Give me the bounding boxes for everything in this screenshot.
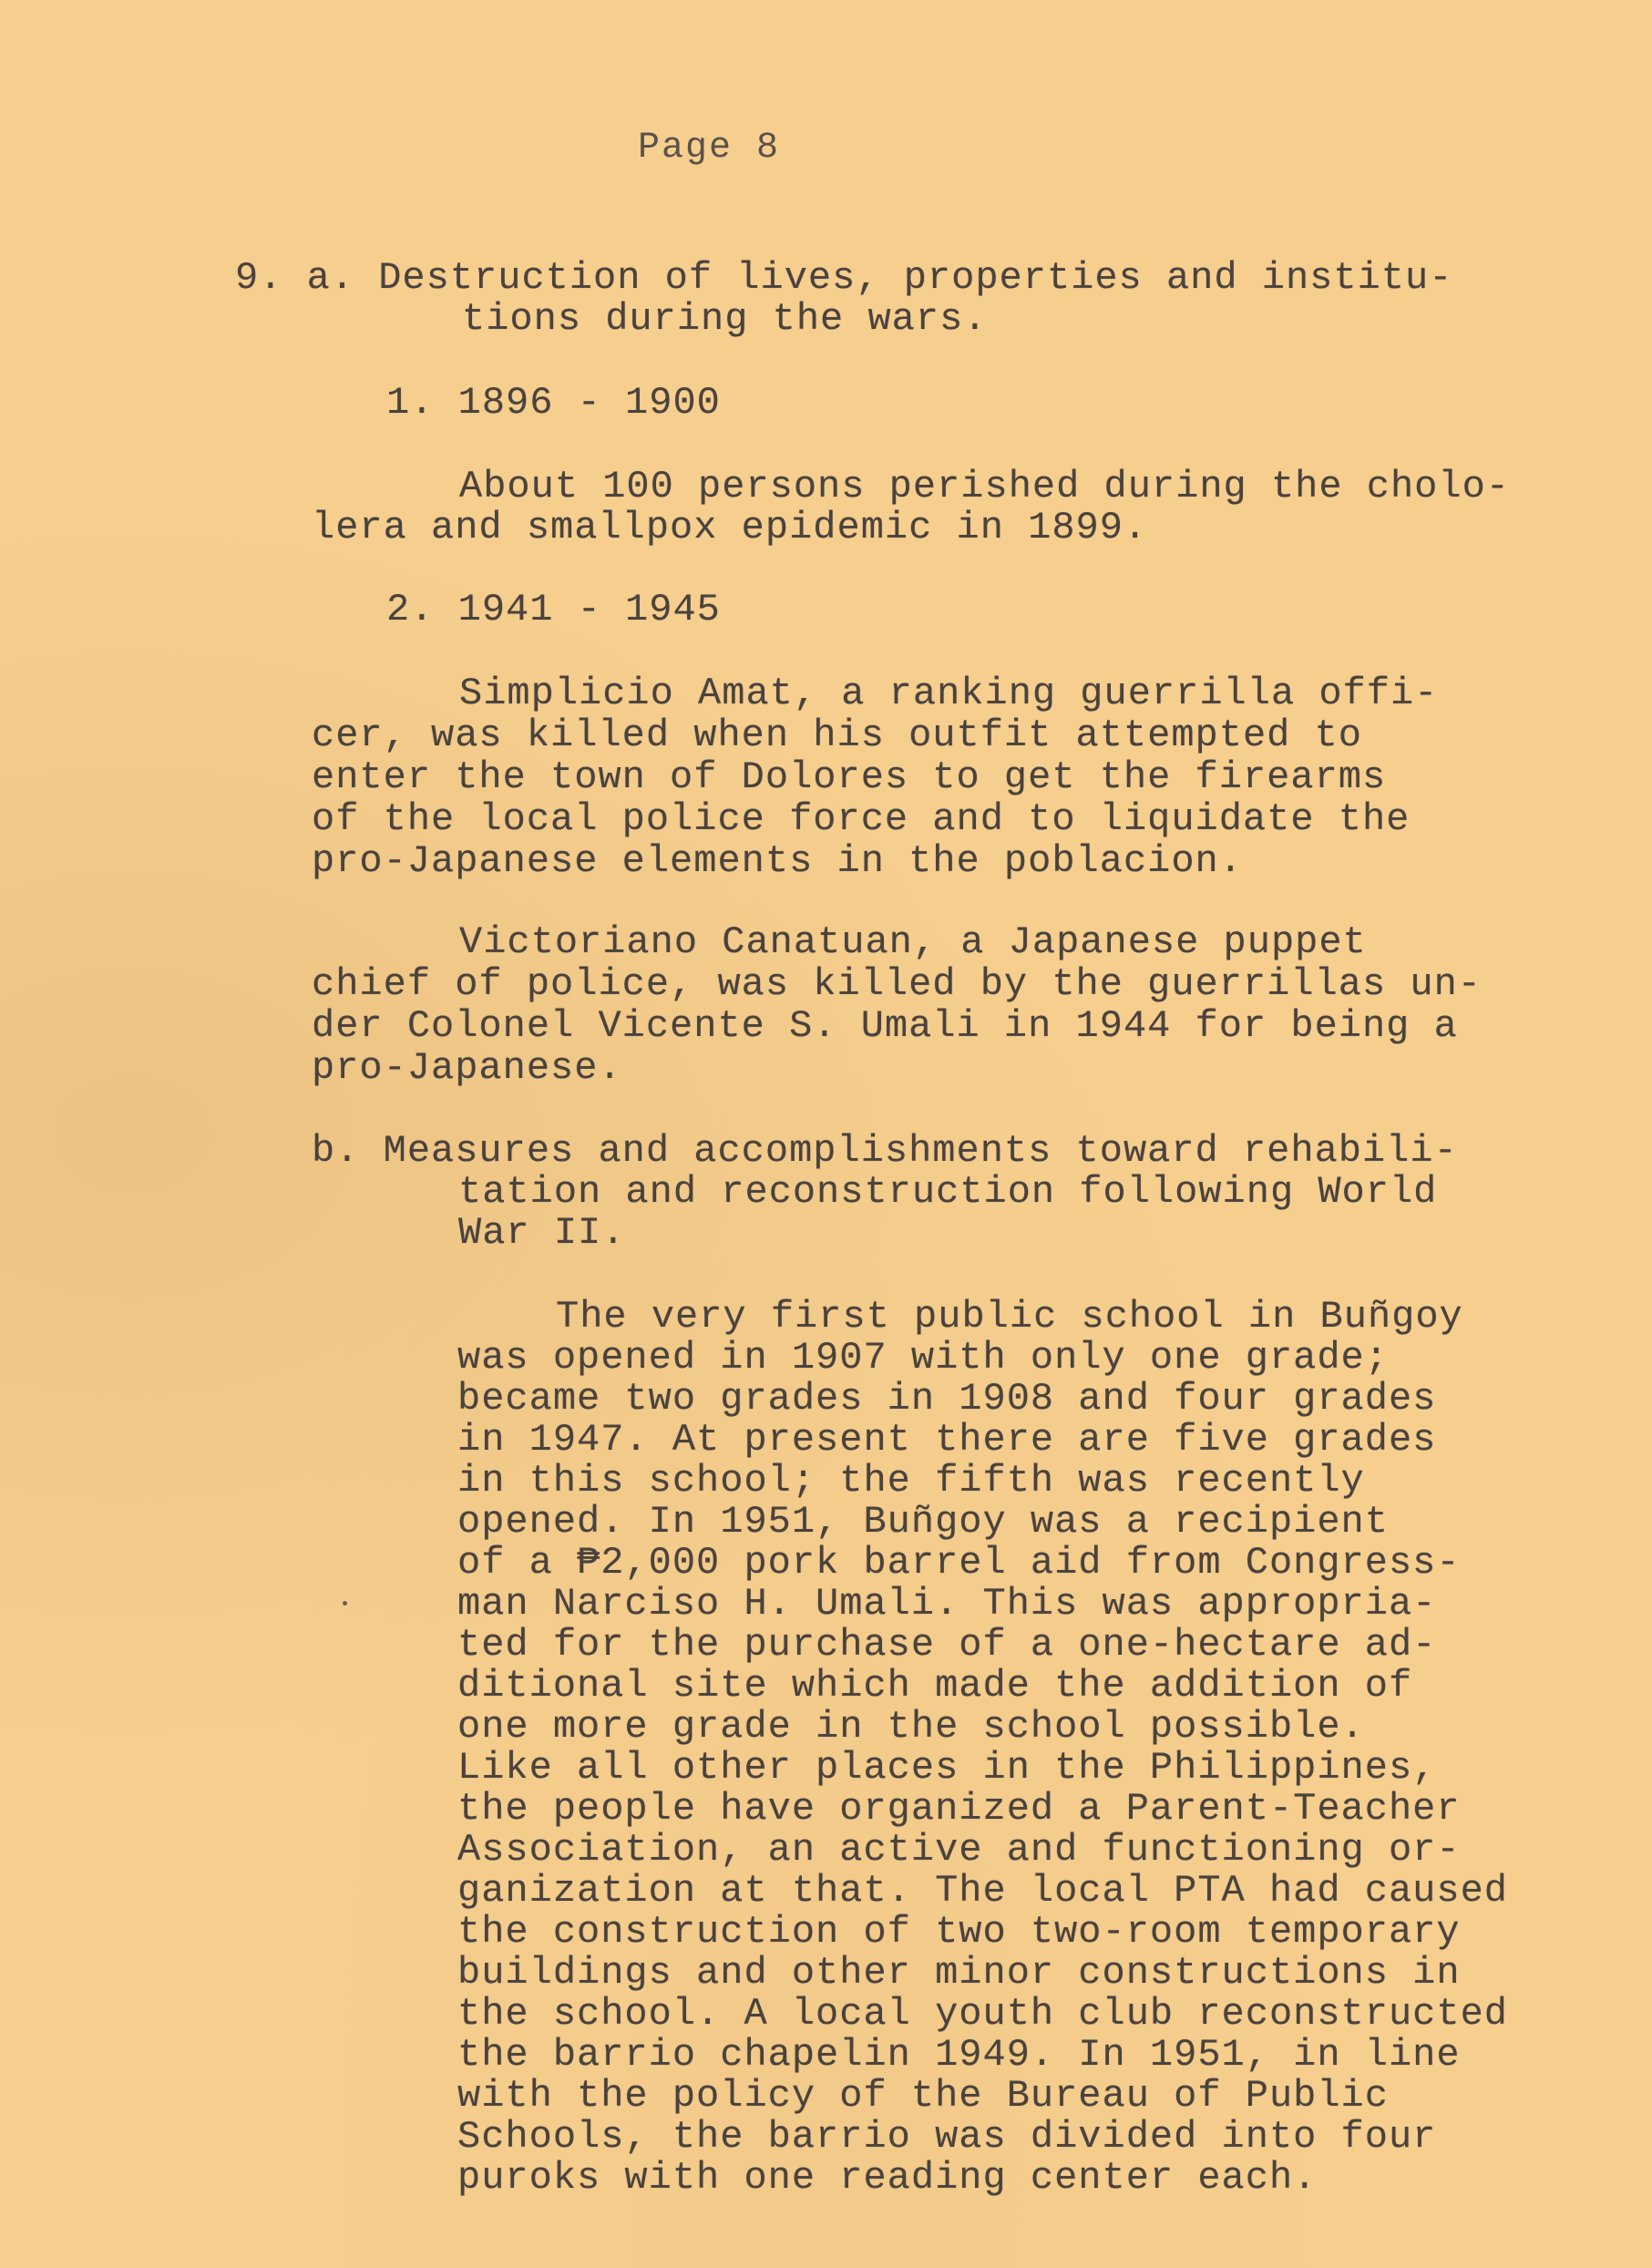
stray-ink-mark xyxy=(343,1601,347,1606)
section-b-para-line-2: was opened in 1907 with only one grade; xyxy=(457,1336,1389,1380)
section-b-para-line-6: opened. In 1951, Buñgoy was a recipient xyxy=(457,1500,1389,1544)
subsection-2-para2-line-1: Victoriano Canatuan, a Japanese puppet xyxy=(459,920,1367,964)
section-b-heading-line-2: tation and reconstruction following World xyxy=(458,1170,1438,1214)
section-b-para-line-20: with the policy of the Bureau of Public xyxy=(457,2074,1389,2118)
subsection-2-para2-line-4: pro-Japanese. xyxy=(312,1046,622,1090)
section-b-para-line-16: the construction of two two-room temporary xyxy=(457,1910,1461,1954)
section-b-para-line-19: the barrio chapelin 1949. In 1951, in line xyxy=(457,2033,1461,2077)
section-b-para-line-8: man Narciso H. Umali. This was appropria- xyxy=(457,1582,1437,1626)
page-number: Page 8 xyxy=(638,128,781,169)
section-b-para-line-18: the school. A local youth club reconstructed xyxy=(457,1992,1508,2036)
section-b-para-line-17: buildings and other minor constructions in xyxy=(457,1951,1461,1995)
section-b-para-line-10: ditional site which made the addition of xyxy=(457,1664,1413,1708)
subsection-2-para1-line-2: cer, was killed when his outfit attempted to xyxy=(312,713,1362,757)
section-b-heading-line-1: b. Measures and accomplishments toward rehabili- xyxy=(312,1129,1458,1173)
section-9a-heading-line-1: 9. a. Destruction of lives, properties and institu- xyxy=(235,256,1453,300)
section-b-para-line-4: in 1947. At present there are five grades xyxy=(457,1418,1437,1462)
subsection-2-label: 2. 1941 - 1945 xyxy=(386,588,721,631)
subsection-2-para1-line-4: of the local police force and to liquidate the xyxy=(312,797,1411,841)
subsection-2-para1-line-1: Simplicio Amat, a ranking guerrilla offi- xyxy=(459,672,1439,715)
subsection-2-para2-line-2: chief of police, was killed by the guerrillas un- xyxy=(312,962,1483,1006)
subsection-1-para-line-2: lera and smallpox epidemic in 1899. xyxy=(312,506,1148,549)
subsection-2-para2-line-3: der Colonel Vicente S. Umali in 1944 for being a xyxy=(312,1004,1458,1048)
subsection-1-label: 1. 1896 - 1900 xyxy=(386,381,721,425)
subsection-1-para-line-1: About 100 persons perished during the cholo- xyxy=(459,465,1510,508)
section-b-para-line-5: in this school; the fifth was recently xyxy=(457,1459,1365,1503)
section-b-heading-line-3: War II. xyxy=(458,1211,626,1255)
section-b-para-line-21: Schools, the barrio was divided into four xyxy=(457,2115,1437,2159)
section-b-para-line-15: ganization at that. The local PTA had caused xyxy=(457,1869,1508,1913)
section-b-para-line-14: Association, an active and functioning or- xyxy=(457,1828,1461,1872)
section-b-para-line-3: became two grades in 1908 and four grades xyxy=(457,1377,1437,1421)
section-b-para-line-12: Like all other places in the Philippines, xyxy=(457,1746,1437,1790)
section-b-para-line-13: the people have organized a Parent-Teacher xyxy=(457,1787,1461,1831)
section-b-para-line-11: one more grade in the school possible. xyxy=(457,1705,1365,1749)
section-b-para-line-22: puroks with one reading center each. xyxy=(457,2156,1318,2200)
subsection-2-para1-line-5: pro-Japanese elements in the poblacion. xyxy=(312,839,1243,883)
section-9a-heading-line-2: tions during the wars. xyxy=(462,297,988,341)
section-b-para-line-1: The very first public school in Buñgoy xyxy=(556,1295,1463,1339)
subsection-2-para1-line-3: enter the town of Dolores to get the firearms xyxy=(312,755,1387,799)
section-b-para-line-7: of a ₱2,000 pork barrel aid from Congress- xyxy=(457,1541,1461,1585)
section-b-para-line-9: ted for the purchase of a one-hectare ad- xyxy=(457,1623,1437,1667)
